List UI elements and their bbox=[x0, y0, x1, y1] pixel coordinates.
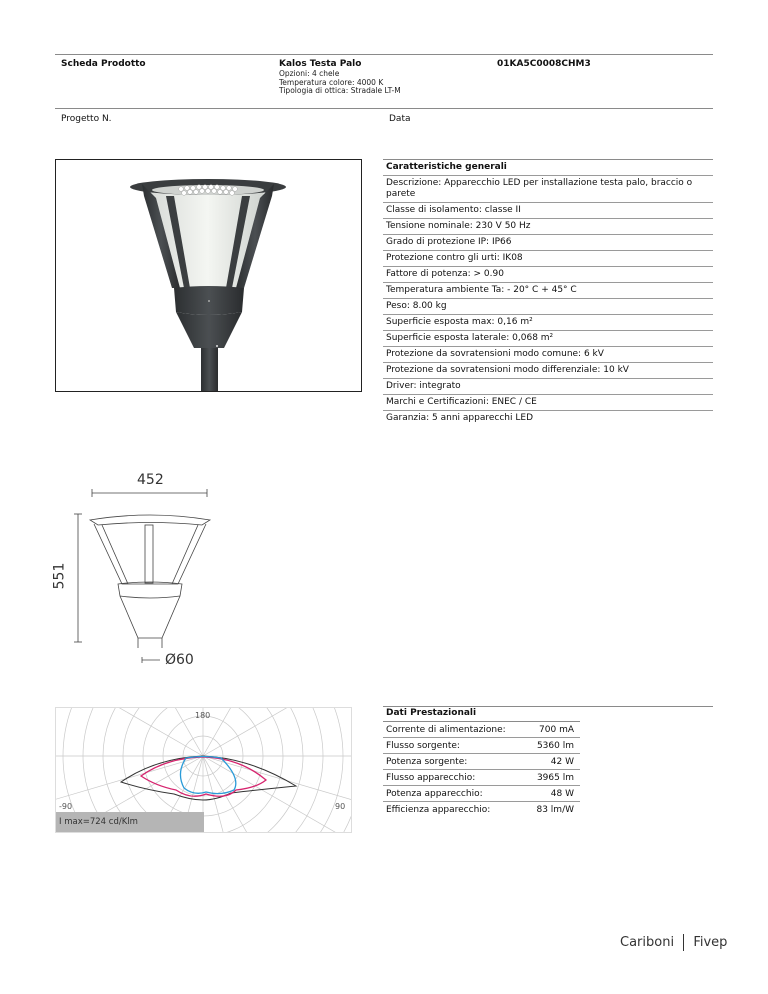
polar-label-left: -90 bbox=[59, 802, 73, 811]
date-label: Data bbox=[389, 114, 411, 124]
general-row-max-surface: Superficie esposta max: 0,16 m² bbox=[383, 315, 713, 331]
general-row-warranty: Garanzia: 5 anni apparecchi LED bbox=[386, 413, 534, 423]
general-row-driver: Driver: integrato bbox=[383, 379, 713, 395]
imax-label: I max=724 cd/Klm bbox=[59, 817, 138, 827]
performance-label: Corrente di alimentazione: bbox=[386, 725, 506, 735]
brand-separator bbox=[683, 934, 684, 951]
option-chele: Opzioni: 4 chele bbox=[279, 69, 340, 78]
option-optics: Tipologia di ottica: Stradale LT-M bbox=[279, 86, 401, 95]
general-row-surge-differential: Protezione da sovratensioni modo differenziale: 10 kV bbox=[383, 363, 713, 379]
general-row-lateral-surface: Superficie esposta laterale: 0,068 m² bbox=[383, 331, 713, 347]
general-row-description: Descrizione: Apparecchio LED per installazione testa palo, braccio o parete bbox=[383, 176, 713, 203]
dimension-width-label: 452 bbox=[137, 472, 164, 488]
performance-row bbox=[383, 722, 580, 738]
lamp-photo-illustration bbox=[56, 160, 361, 391]
product-name: Kalos Testa Palo bbox=[279, 59, 362, 69]
general-row-ambient-temp: Temperatura ambiente Ta: - 20° C + 45° C bbox=[383, 283, 713, 299]
brand-fivep: Fivep bbox=[693, 935, 728, 950]
performance-value: 83 lm/W bbox=[536, 805, 574, 815]
performance-label: Potenza sorgente: bbox=[386, 757, 468, 767]
general-row-ip: Grado di protezione IP: IP66 bbox=[383, 235, 713, 251]
general-row-insulation: Classe di isolamento: classe II bbox=[383, 203, 713, 219]
brand-logo bbox=[620, 934, 727, 951]
dimension-height-label: 551 bbox=[51, 562, 68, 590]
polar-label-right: 90 bbox=[335, 802, 346, 811]
performance-row bbox=[383, 802, 580, 818]
brand-cariboni: Cariboni bbox=[620, 935, 675, 950]
general-row-weight: Peso: 8.00 kg bbox=[383, 299, 713, 315]
performance-value: 700 mA bbox=[539, 725, 574, 735]
option-color-temp: Temperatura colore: 4000 K bbox=[279, 77, 384, 87]
general-row-power-factor: Fattore di potenza: > 0.90 bbox=[383, 267, 713, 283]
header-top-rule bbox=[55, 54, 713, 55]
performance-label: Flusso sorgente: bbox=[386, 741, 460, 751]
dimension-diameter-label: Ø60 bbox=[165, 652, 194, 668]
general-row-ik: Protezione contro gli urti: IK08 bbox=[383, 251, 713, 267]
general-row-voltage: Tensione nominale: 230 V 50 Hz bbox=[383, 219, 713, 235]
performance-label: Flusso apparecchio: bbox=[386, 773, 476, 783]
performance-label: Efficienza apparecchio: bbox=[386, 805, 491, 815]
header-bottom-rule bbox=[55, 108, 713, 109]
performance-value: 3965 lm bbox=[536, 773, 574, 783]
performance-label: Potenza apparecchio: bbox=[386, 789, 483, 799]
performance-value: 48 W bbox=[550, 789, 574, 799]
product-options bbox=[279, 70, 401, 96]
photometric-diagram bbox=[55, 707, 352, 833]
polar-grid bbox=[56, 708, 351, 832]
performance-row bbox=[383, 770, 580, 786]
product-photo bbox=[55, 159, 362, 392]
product-code: 01KA5C0008CHM3 bbox=[497, 59, 591, 69]
dimension-drawing bbox=[50, 470, 250, 670]
performance-top-rule bbox=[383, 706, 713, 707]
performance-value: 5360 lm bbox=[536, 741, 574, 751]
performance-title: Dati Prestazionali bbox=[386, 708, 477, 718]
performance-row bbox=[383, 754, 580, 770]
polar-label-top: 180 bbox=[195, 711, 211, 720]
performance-row bbox=[383, 738, 580, 754]
performance-value: 42 W bbox=[550, 757, 574, 767]
doc-type: Scheda Prodotto bbox=[61, 59, 146, 69]
project-label: Progetto N. bbox=[61, 114, 112, 124]
general-title: Caratteristiche generali bbox=[383, 160, 713, 176]
luminaire-outline bbox=[50, 470, 250, 670]
performance-row bbox=[383, 786, 580, 802]
general-row-surge-common: Protezione da sovratensioni modo comune: 6 kV bbox=[383, 347, 713, 363]
general-row-certifications: Marchi e Certificazioni: ENEC / CE bbox=[383, 395, 713, 411]
